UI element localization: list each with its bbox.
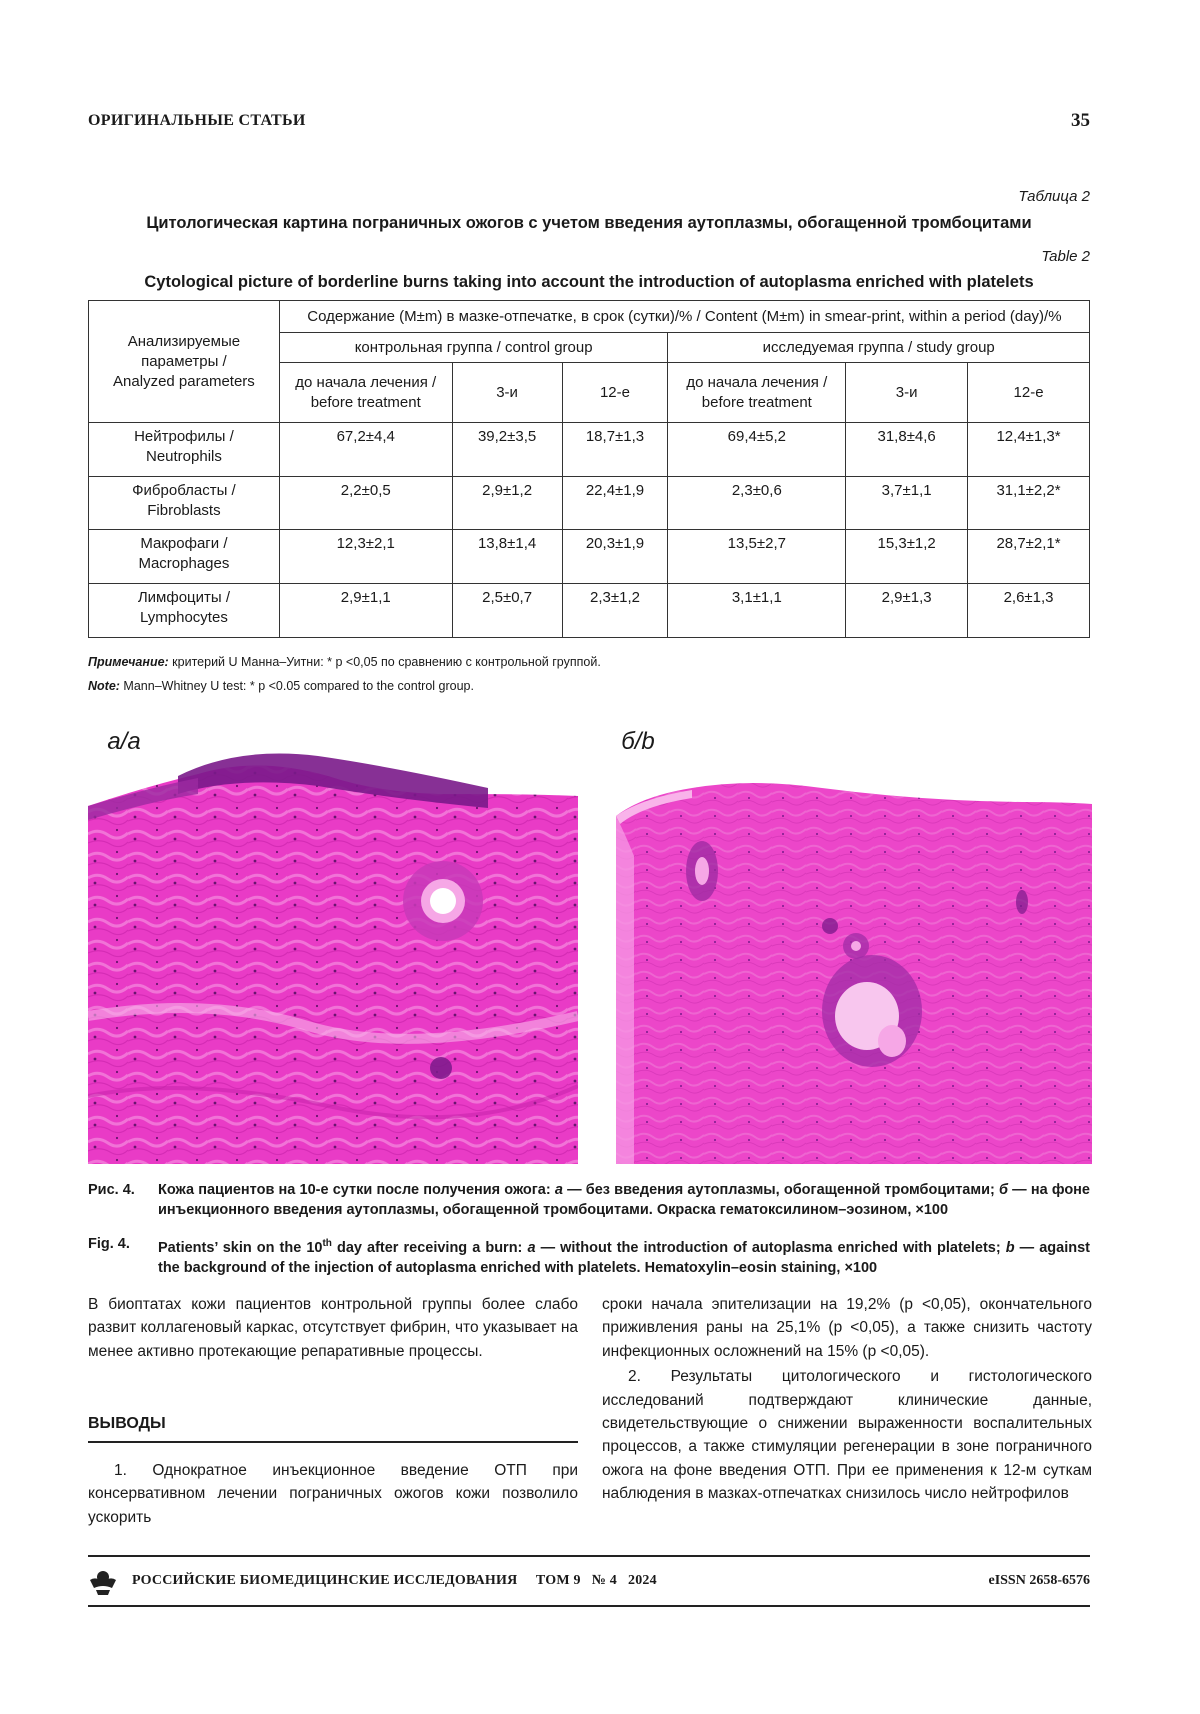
table-title-en: Cytological picture of borderline burns taking into account the introduction of autoplasma enriched with platelets [144,273,1034,291]
caption-text: Кожа пациентов на 10-е сутки после получения ожога: [158,1182,555,1198]
cell: 12,4±1,3* [968,423,1090,477]
row-label [89,423,280,477]
day3-header-control: 3-и [452,363,562,423]
micrograph-panel-b [602,716,1092,1164]
figure-caption-ru [88,1180,1090,1220]
row-label-en: Fibroblasts [147,502,221,519]
note-text-ru: критерий U Манна–Уитни: * p <0,05 по сравнению с контрольной группой. [168,655,601,669]
figure-caption-en [88,1234,1090,1278]
body-paragraph: В биоптатах кожи пациентов контрольной группы более слабо развит коллагеновый каркас, отсутствует фибрин, что указывает на менее активно протекающие репаративные процессы. [88,1296,578,1360]
caption-text: — на фоне инъекционного введения аутоплазмы, обогащенной тромбоцитами. Окраска гематоксилином–эозином, ×100 [158,1182,1091,1218]
table-label-en: Table 2 [1041,248,1090,265]
table-note-ru [88,655,601,669]
panel-a-label: а/a [88,716,160,768]
caption-text: — без введения аутоплазмы, обогащенной тромбоцитами; [562,1182,1000,1198]
note-label-ru: Примечание: [88,655,169,669]
cell: 39,2±3,5 [452,423,562,477]
row-label-ru: Макрофаги / [140,535,228,552]
row-label-ru: Фибробласты / [132,482,236,499]
row-label [89,584,280,638]
running-header-section: ОРИГИНАЛЬНЫЕ СТАТЬИ [88,112,306,129]
row-label-ru: Лимфоциты / [137,589,231,606]
caption-text: day after receiving a burn: [331,1239,528,1256]
body-left-column [88,1293,578,1363]
table-row [89,530,1090,584]
cell: 13,5±2,7 [668,530,846,584]
caption-text: — against the background of the injection of autoplasma enriched with platelets. Hematoxylin–eosin staining, ×100 [158,1239,1090,1276]
caption-panel-ref: b [1005,1239,1015,1256]
cell: 2,3±0,6 [668,477,846,530]
cell: 2,9±1,3 [846,584,968,638]
cell: 18,7±1,3 [562,423,668,477]
body-right-column [602,1293,1092,1506]
row-label-en: Macrophages [138,555,230,572]
cell: 31,1±2,2* [968,477,1090,530]
day3-header-study: 3-и [846,363,968,423]
note-label-en: Note: [88,679,120,693]
caption-number-ru: Рис. 4. [88,1182,135,1198]
before-header-control [279,363,452,423]
body-paragraph: 1. Однократное инъекционное введение ОТП при консервативном лечении пограничных ожогов кожи позволило ускорить [88,1462,578,1526]
conclusions-heading: ВЫВОДЫ [88,1415,166,1432]
cell: 28,7±2,1* [968,530,1090,584]
table-note-en [88,679,474,693]
cell: 3,7±1,1 [846,477,968,530]
param-header-line: Анализируемые [127,332,241,350]
body-paragraph: 2. Результаты цитологического и гистологического исследований подтверждают клинические данные, свидетельствующие о снижении выраженности воспалительных процессов, а также стимуляции регенерации в зоне пограничного ожога на фоне введения ОТП. При ее применения к 12-м суткам наблюдения в мазках-отпечатках снизилось число нейтрофилов [602,1368,1092,1503]
panel-b-label: б/b [602,716,674,768]
row-label [89,477,280,530]
table-row [89,477,1090,530]
cell: 20,3±1,9 [562,530,668,584]
body-paragraph: сроки начала эпителизации на 19,2% (p <0,05), окончательного приживления раны на 25,1% (p <0,05), а также снизить частоту инфекционных осложнений на 15% (p <0,05). [602,1296,1092,1360]
micrograph-a-image [88,716,578,1164]
micrograph-panel-a [88,716,578,1164]
cell: 12,3±2,1 [279,530,452,584]
caption-text: Patients’ skin on the 10 [158,1239,323,1256]
caption-panel-ref: б [999,1182,1008,1198]
cell: 69,4±5,2 [668,423,846,477]
cell: 15,3±1,2 [846,530,968,584]
footer-journal: РОССИЙСКИЕ БИОМЕДИЦИНСКИЕ ИССЛЕДОВАНИЯ ТОМ 9 № 4 2024 [132,1573,657,1588]
row-label [89,530,280,584]
footer-issn: eISSN 2658-6576 [988,1573,1090,1588]
cell: 2,3±1,2 [562,584,668,638]
content-header: Содержание (M±m) в мазке-отпечатке, в срок (сутки)/% / Content (M±m) in smear-print, within a period (day)/% [279,301,1089,333]
row-label-ru: Нейтрофилы / [134,428,234,445]
body-left-column-2 [88,1459,578,1529]
table-row [89,584,1090,638]
control-group-header: контрольная группа / control group [279,333,668,363]
journal-emblem-icon [88,1568,118,1596]
footer-rule-bottom [88,1605,1090,1607]
param-header-line: Analyzed parameters [113,372,255,390]
cell: 22,4±1,9 [562,477,668,530]
section-divider [88,1441,578,1443]
cytology-table [88,300,1090,638]
cell: 67,2±4,4 [279,423,452,477]
param-header-cell [89,301,280,423]
row-label-en: Lymphocytes [140,609,228,626]
param-header-line: параметры / [141,352,227,370]
caption-text: — without the introduction of autoplasma enriched with platelets; [535,1239,1006,1256]
cell: 3,1±1,1 [668,584,846,638]
cell: 13,8±1,4 [452,530,562,584]
cell: 2,2±0,5 [279,477,452,530]
study-group-header: исследуемая группа / study group [668,333,1090,363]
day12-header-study: 12-е [968,363,1090,423]
table-label-ru: Таблица 2 [1018,188,1090,205]
caption-number-en: Fig. 4. [88,1236,130,1252]
table-row [89,423,1090,477]
before-ru: до начала лечения / [295,373,437,391]
table-title-ru: Цитологическая картина пограничных ожогов с учетом введения аутоплазмы, обогащенной тромбоцитами [146,214,1032,232]
note-text-en: Mann–Whitney U test: * p <0.05 compared to the control group. [119,679,474,693]
row-label-en: Neutrophils [145,448,222,465]
caption-panel-ref: а [554,1182,563,1198]
before-header-study [668,363,846,423]
cell: 31,8±4,6 [846,423,968,477]
before-ru: до начала лечения / [686,373,828,391]
caption-superscript: th [322,1238,332,1249]
footer-rule-top [88,1555,1090,1557]
day12-header-control: 12-е [562,363,668,423]
page-number: 35 [1071,110,1090,131]
micrograph-b-image [602,716,1092,1164]
caption-panel-ref: a [527,1239,536,1256]
cell: 2,9±1,2 [452,477,562,530]
cell: 2,5±0,7 [452,584,562,638]
cell: 2,6±1,3 [968,584,1090,638]
before-en: before treatment [310,393,421,411]
before-en: before treatment [701,393,812,411]
cell: 2,9±1,1 [279,584,452,638]
